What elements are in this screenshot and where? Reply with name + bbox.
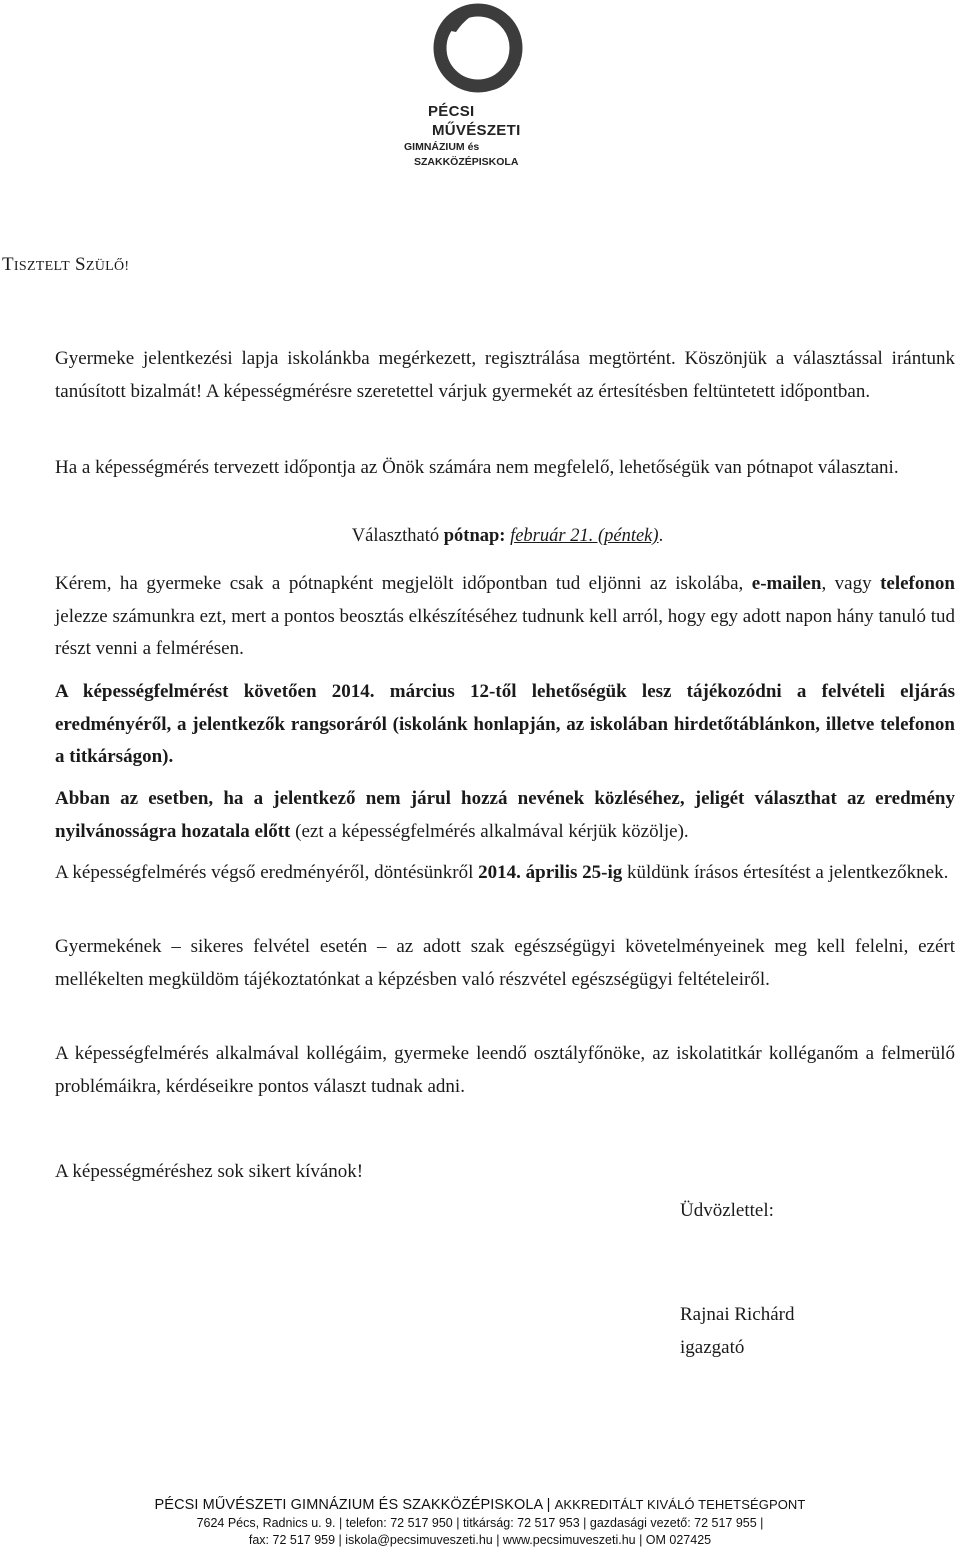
logo-wordmark xyxy=(404,104,521,167)
footer-line-3: fax: 72 517 959 | iskola@pecsimuveszeti.hu | www.pecsimuveszeti.hu | OM 027425 xyxy=(248,1533,712,1547)
school-logo xyxy=(398,0,558,180)
paragraph-contact xyxy=(55,568,955,666)
salutation-initial-2: S xyxy=(75,254,86,275)
ink-circle-logo-icon xyxy=(428,0,528,100)
footer-separator: | xyxy=(542,1497,555,1513)
code-name-bold: Abban az esetben, ha a jelentkező nem járul hozzá nevének közléséhez, jeligét választhat az eredmény nyilvánosságra hozatala előtt xyxy=(55,788,955,842)
contact-text-2: , vagy xyxy=(821,573,881,594)
contact-email: e-mailen xyxy=(751,573,822,594)
paragraph-registration: Gyermeke jelentkezési lapja iskolánkba megérkezett, regisztrálása megtörtént. Köszönjük a választással irántunk tanúsított bizalmát! A képességmérésre szeretettel várjuk gyermekét az értesítésben feltüntetett időpontban. xyxy=(55,348,955,402)
footer xyxy=(0,1497,960,1547)
footer-line-1 xyxy=(0,1497,960,1513)
contact-text-1: Kérem, ha gyermeke csak a pótnapként megjelölt időpontban tud eljönni az iskolába, xyxy=(55,573,752,594)
contact-phone: telefonon xyxy=(880,573,955,594)
logo-line-2: MŰVÉSZETI xyxy=(432,122,521,139)
greeting: Üdvözlettel: xyxy=(680,1200,774,1221)
signer-title: igazgató xyxy=(680,1337,745,1358)
final-results-text-2: küldünk írásos értesítést a jelentkezőknek. xyxy=(622,862,949,883)
footer-org: PÉCSI MŰVÉSZETI GIMNÁZIUM ÉS SZAKKÖZÉPISKOLA xyxy=(154,1497,543,1513)
salutation-initial-1: T xyxy=(2,254,14,275)
logo-line-4: SZAKKÖZÉPISKOLA xyxy=(414,155,519,168)
footer-accreditation: AKKREDITÁLT KIVÁLÓ TEHETSÉGPONT xyxy=(554,1497,806,1512)
optional-day-line xyxy=(0,526,960,547)
signer-name: Rajnai Richárd xyxy=(680,1304,795,1325)
final-results-text-1: A képességfelmérés végső eredményéről, döntésünkről xyxy=(55,862,479,883)
logo-line-1: PÉCSI xyxy=(428,103,475,120)
logo-line-3: GIMNÁZIUM és xyxy=(404,141,480,153)
optional-day-colon: : xyxy=(499,526,511,546)
optional-day-prefix: Választható xyxy=(351,526,444,546)
footer-line-2: 7624 Pécs, Radnics u. 9. | telefon: 72 517 950 | titkárság: 72 517 953 | gazdasági vezető: 72 517 955 | xyxy=(196,1516,764,1530)
final-results-date: 2014. április 25-ig xyxy=(478,862,623,883)
paragraph-code-name xyxy=(55,783,955,848)
optional-day-date: február 21. (péntek) xyxy=(510,526,659,546)
optional-day-label: pótnap xyxy=(443,526,500,546)
salutation-rest-2: ZÜLŐ! xyxy=(85,259,130,274)
paragraph-results-info: A képességfelmérést követően 2014. március 12-től lehetőségük lesz tájékozódni a felvételi eljárás eredményéről, a jelentkezők rangsoráról (iskolánk honlapján, az iskolában hirdetőtáblánkon, illetve telefonon a titkárságon). xyxy=(55,681,955,767)
paragraph-colleagues: A képességfelmérés alkalmával kollégáim, gyermeke leendő osztályfőnöke, az iskolatitkár kolléganőm a felmerülő problémáikra, kérdéseikre pontos választ tudnak adni. xyxy=(55,1043,955,1097)
salutation-rest-1: ISZTELT xyxy=(13,259,70,274)
contact-text-3: jelezze számunkra ezt, mert a pontos beosztás elkészítéséhez tudnunk kell arról, hogy egy adott napon hány tanuló tud részt venni a felmérésen. xyxy=(55,605,955,659)
paragraph-final-results xyxy=(55,857,955,890)
closing-line: A képességméréshez sok sikert kívánok! xyxy=(55,1161,364,1182)
paragraph-health: Gyermekének – sikeres felvétel esetén – az adott szak egészségügyi követelményeinek meg kell felelni, ezért mellékelten megküldöm tájékoztatónkat a képzésben való részvétel egészségügyi feltételeiről. xyxy=(55,936,955,990)
paragraph-makeup-day: Ha a képességmérés tervezett időpontja az Önök számára nem megfelelő, lehetőségük van pótnapot választani. xyxy=(55,457,899,478)
salutation xyxy=(2,254,129,276)
optional-day-end: . xyxy=(658,526,664,546)
code-name-text: (ezt a képességfelmérés alkalmával kérjük közölje). xyxy=(290,820,689,842)
